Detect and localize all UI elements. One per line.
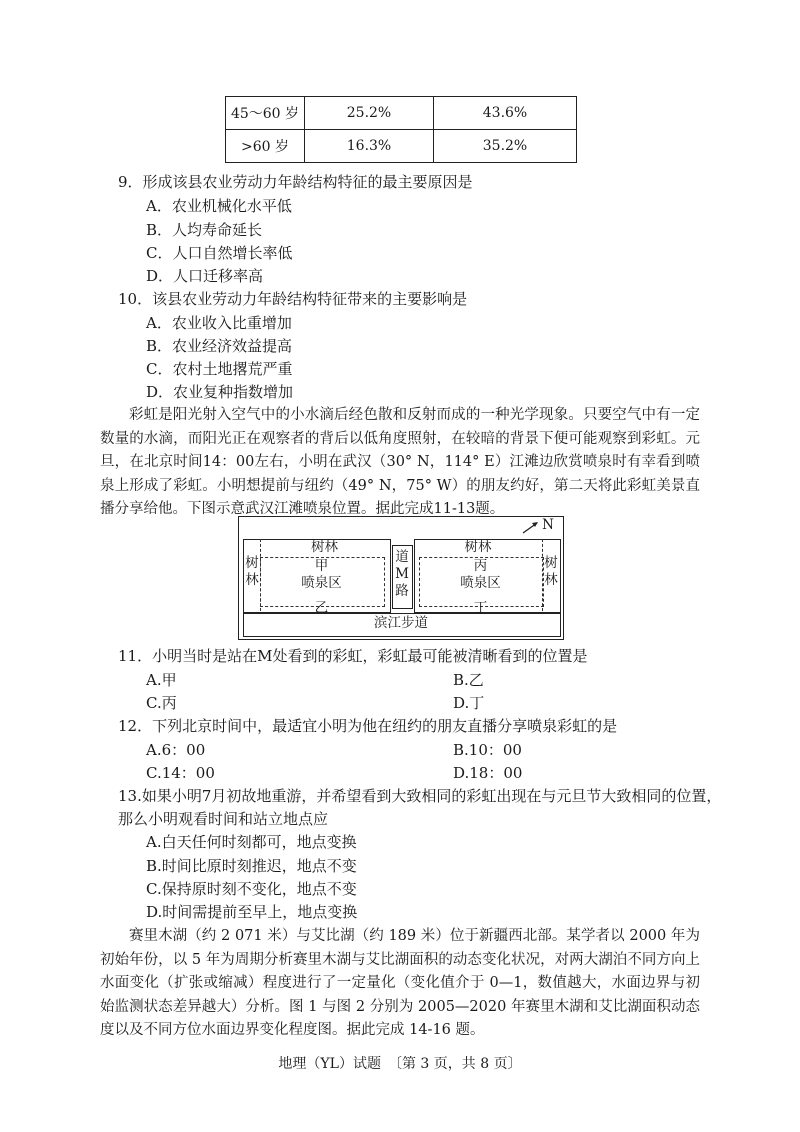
q11-stem: 11．小明当时是站在M处看到的彩虹，彩虹最可能被清晰看到的位置是 (118, 647, 588, 665)
point-yi-label: 乙 (314, 600, 329, 616)
q10-option-b: B．农业经济效益提高 (146, 337, 293, 355)
q12-option-b: B.10：00 (453, 741, 522, 759)
q9-option-d: D．人口迁移率高 (146, 267, 264, 285)
north-label: N (542, 517, 554, 533)
trees-right-side: 树林 (544, 555, 558, 588)
q10-stem: 10．该县农业劳动力年龄结构特征带来的主要影响是 (118, 290, 468, 308)
q13-option-d: D.时间需提前至早上，地点变换 (146, 903, 358, 921)
point-ding-label: 丁 (473, 600, 488, 616)
table-cell: 45～60 岁 (226, 97, 305, 130)
table-cell: 43.6% (434, 97, 577, 130)
zone-jia-label: 甲 (314, 558, 329, 574)
trees-left-top: 树林 (311, 539, 338, 555)
zone-bing-label: 丙 (473, 558, 488, 574)
q9-option-c: C．人口自然增长率低 (146, 244, 293, 262)
rainbow-passage: 彩虹是阳光射入空气中的小水滴后经色散和反射而成的一种光学现象。只要空气中有一定数量的水滴，而阳光正在观察者的背后以低角度照射，在较暗的背景下便可能观察到彩虹。元旦，在北京时间14：00左右，小明在武汉（30° N，114° E）江滩边欣赏喷泉时有幸看到喷泉上形成了彩虹。小明想提前与纽约（49° N，75° W）的朋友约好，第二天将此彩虹美景直播分享给他。下图示意武汉江滩喷泉位置。据此完成11-13题。 (100, 407, 701, 518)
q13-stem: 13.如果小明7月初故地重游，并希望看到大致相同的彩虹出现在与元旦节大致相同的位置， (118, 787, 722, 805)
q12-option-c: C.14：00 (146, 764, 215, 782)
q11-option-b: B.乙 (453, 671, 484, 689)
q13-option-b: B.时间比原时刻推迟，地点不变 (146, 857, 357, 875)
lakes-passage: 赛里木湖（约 2 071 米）与艾比湖（约 189 米）位于新疆西北部。某学者以 2000 年为初始年份，以 5 年为周期分析赛里木湖与艾比湖面积的动态变化状况，对两大湖泊不同方向上水面变化（扩张或缩减）程度进行了一定量化（变化值介于 0—1，数值越大，水面边界与初始监测状态差异越大）分析。图 1 与图 2 分别为 2005—2020 年赛里木湖和艾比湖面积动态度以及不同方位水面边界变化程度图。据此完成 14-16 题。 (100, 928, 700, 1039)
fountain-map (238, 516, 564, 640)
walkway-label: 滨江步道 (374, 615, 428, 631)
q9-option-a: A．农业机械化水平低 (146, 197, 292, 215)
zone-jia-name: 喷泉区 (301, 575, 342, 591)
age-structure-table (225, 96, 577, 163)
q13-option-c: C.保持原时刻不变化，地点不变 (146, 880, 357, 898)
page-footer: 地理（YL）试题 〔第 3 页，共 8 页〕 (278, 1056, 522, 1072)
table-cell: 16.3% (305, 130, 434, 163)
trees-left-side: 树林 (245, 555, 259, 588)
zone-bing-name: 喷泉区 (460, 575, 501, 591)
q11-option-d: D.丁 (453, 694, 485, 712)
q13-stem-cont: 那么小明观看时间和站立地点应 (118, 810, 329, 828)
q12-stem: 12．下列北京时间中，最适宜小明为他在纽约的朋友直播分享喷泉彩虹的是 (118, 717, 618, 735)
table-cell: 35.2% (434, 130, 577, 163)
table-cell: 25.2% (305, 97, 434, 130)
q12-option-a: A.6：00 (146, 741, 206, 759)
table-row (226, 130, 577, 163)
table-row (226, 97, 577, 130)
table-cell: >60 岁 (226, 130, 305, 163)
q10-option-c: C．农村土地撂荒严重 (146, 360, 293, 378)
q10-option-d: D．农业复种指数增加 (146, 383, 294, 401)
road-m-label: 道M路 (395, 549, 409, 599)
q11-option-c: C.丙 (146, 694, 177, 712)
trees-right-top: 树林 (464, 539, 492, 555)
q11-option-a: A.甲 (146, 671, 177, 689)
q10-option-a: A．农业收入比重增加 (146, 314, 292, 332)
q9-stem: 9．形成该县农业劳动力年龄结构特征的最主要原因是 (118, 173, 473, 191)
q13-option-a: A.白天任何时刻都可，地点变换 (146, 833, 357, 851)
q9-option-b: B．人均寿命延长 (146, 221, 263, 239)
north-arrow-icon (521, 519, 541, 535)
q12-option-d: D.18：00 (453, 764, 523, 782)
